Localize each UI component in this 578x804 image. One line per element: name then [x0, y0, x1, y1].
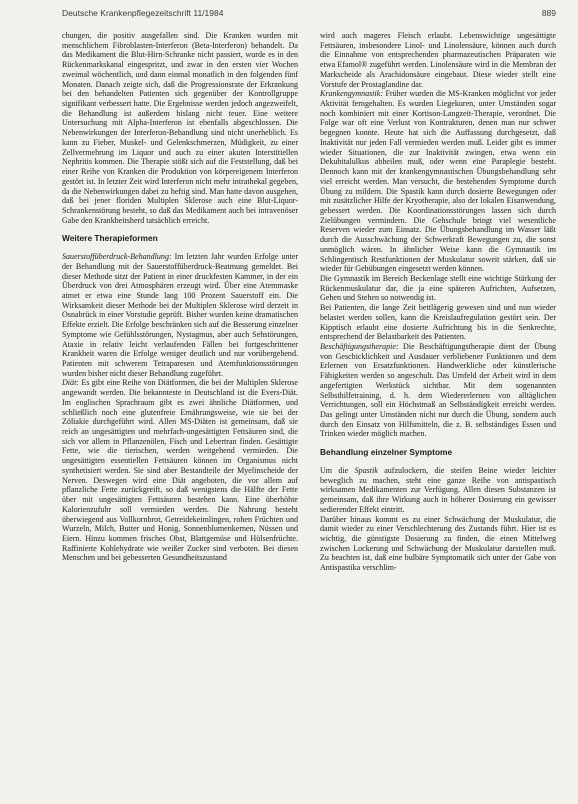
right-column	[320, 31, 556, 573]
paragraph-body: aufzulockern, die steifen Beine wieder leichter beweglich zu machen, steht eine ganze Reihe von antispastisch wirksamen Medikamenten zur Verfügung. Allen diesen Substanzen ist gemeinsam, daß ihre Wirkung auch in höherer Dosierung ein gewisser sedierender Effekt eintritt.	[320, 465, 556, 514]
run-in-heading: Sauerstoffüberdruck-Behandlung:	[62, 252, 172, 262]
section-heading: Weitere Therapieformen	[62, 233, 158, 244]
paragraph	[320, 89, 556, 274]
paragraph	[320, 466, 556, 515]
paragraph	[62, 252, 298, 378]
run-in-heading: Diät:	[62, 378, 79, 388]
paragraph-body: Früher wurden die MS-Kranken möglichst vor jeder Aktivität ferngehalten. Es wurden Liegekuren, unter Umständen sogar noch kombiniert mit einer Kortison-Langzeit-Therapie, verordnet. Die Folge war oft eine Verlust von Kontrakturen, denen man nur schwer begegnen konnte. Heute hat sich die Auffassung durchgesetzt, daß Inaktivität nur jeden Fall vermieden werden muß. Leider gibt es immer wieder Situationen, die zur Inaktivität zwingen, etwa wenn ein Dekubitalulkus abheilen muß, oder wenn eine Paraplegie besteht. Dennoch kann mit der krankengymnastischen Übungsbehandlung sehr viel erreicht werden. Man versucht, die bestehenden Symptome durch Übung zu mildern. Die Spastik kann durch dosierte Bewegungen oder mit zusätzlicher Hilfe der Kryotherapie, also der lokalen Eisanwendung, gebessert werden. Die Koordinationsstörungen lassen sich durch Zielübungen vermindern. Die Gehschule bringt viel wesentliche Reserven wieder zum Einsatz. Die Übungsbehandlung im Wasser läßt durch die Ausschwächung der Schwerkraft Bewegungen zu, die sonst unmöglich wären. In ähnlicher Weise kann die Gymnastik im Schlingentisch Restfunktionen der Muskulatur soweit stärken, daß sie wieder für Gehübungen eingesetzt werden können.	[320, 89, 556, 274]
left-column	[62, 31, 298, 563]
paragraph: Bei Patienten, die lange Zeit bettlägerig gewesen sind und nun wieder belastet werden sollen, kann die Kreislaufregulation gestört sein. Der Kipptisch erlaubt eine dosierte Aufrichtung bis in die Senkrechte, entsprechend der Belastbarkeit des Patienten.	[320, 303, 556, 342]
journal-citation: Deutsche Krankenpflegezeitschrift 11/1984	[62, 8, 224, 18]
paragraph-body: Im letzten Jahr wurden Erfolge unter der Behandlung mit der Sauerstoffüberdruck-Beatmung gemeldet. Bei dieser Methode sitzt der Patient in einer druckfesten Kammer, in der ein Überdruck von drei Atmosphären erzeugt wird. Über eine Atemmaske atmet er etwa eine Stunde lang 100 Prozent Sauerstoff ein. Die Wirksamkeit dieser Methode bei der Multiplen Sklerose wird derzeit in Osnabrück in einer Vorstudie geprüft. Bisher wurden keine dramatischen Effekte erzielt. Die Erfolge beschränken sich auf die Besserung einzelner Symptome wie Gefühlsstörungen, Nystagmus, aber auch Sehstörungen, Ataxie in relativ leicht verlaufenden Fällen bei fortgeschrittener Krankheit waren die Erfolge weniger deutlich und nur vorübergehend. Patienten mit schwerem Tetraparesen und Atemfunktionsstörungen wurden bisher nicht dieser Behandlung zugeführt.	[62, 252, 298, 378]
paragraph	[320, 342, 556, 439]
paragraph-body: Es gibt eine Reihe von Diätformen, die bei der Multiplen Sklerose angewandt werden. Die bekannteste in Deutschland ist die Evers-Diät. Im englischen Sprachraum gibt es zwei ähnliche Diätformen, und schließlich noch eine glutenfreie Ernährungsweise, wie sie bei der Zöliakie durchgeführt wird. Allen MS-Diäten ist gemeinsam, daß sie reich an ungesättigten und mehrfach-ungesättigten Fettsäuren sind, die sich vor allem in Pflanzenölen, Fisch und Lebertran finden. Gesättigte Fette, wie die tierischen, werden weitgehend vermieden. Die ungesättigten essentiellen Fettsäuren können im Organismus nicht synthetisiert werden. Sie sind aber Bestandteile der Myelinscheide der Nerven. Deswegen wird eine Diät angeboten, die vor allem auf pflanzliche Fette zurückgreift, so daß wenigstens die Hälfte der Fette über mit ungesättigten Fettsäuren bestehen kann. Eine überhöhte Kalorienzufuhr soll vermieden werden. Die Nahrung besteht überwiegend aus Vollkornbrot, Getreidekeimlingen, rohen Früchten und Wurzeln, Milch, Butter und Honig, Sonnenblumenkernen, Nüssen und Eiern. Hinzu kommen frisches Obst, Blattgemüse und Hülsenfrüchte. Raffinierte Kohlehydrate wie weißer Zucker sind verboten. Bei diesen Menschen und bei gebesserten Gesundheitszustand	[62, 378, 298, 563]
paragraph: chungen, die positiv ausgefallen sind. Die Kranken wurden mit menschlichem Fibroblasten-Interferon (Beta-Interferon) behandelt. Da das Medikament die Blut-Hirn-Schranke nicht passiert, wurde es in den Rückenmarkskanal eingespritzt, und zwar in den ersten vier Wochen zweimal wöchentlich, und dann einmal monatlich in den folgenden fünf Monaten. Danach zeigte sich, daß die Progressionsrate der Erkrankung bei den behandelten Patienten sich gegenüber der Kontrollgruppe signifikant verbessert hatte. Die Ergebnisse werden jedoch angezweifelt, die Behandlung ist außerdem bislang nicht teuer. Eine weitere Untersuchung mit Alpha-Interferon ist ebenfalls abgeschlossen. Die Nebenwirkungen der Interferon-Behandlung sind nicht unerheblich. Es kann zu Fieber, Muskel- und Gelenkschmerzen, Müdigkeit, zu einer Zellvermehrung im Liquor und auch zu einer akuten Interstitiellen Nephritis kommen. Die Therapie stößt sich auf die Feststellung, daß bei einer Reihe von Kranken die Produktion von körpereigenem Interferon gestört ist. In letzter Zeit wird Interferon nicht mehr intrathekal gegeben, da die Nebenwirkungen dabei zu heftig sind. Man hatte davon ausgehen, daß bei jener floriden Multiplen Sklerose auch eine Blut-Liquor-Schrankenstörung besteht, so daß das Medikament auch bei intravenöser Gabe den Krankheitsherd tatsächlich erreicht.	[62, 31, 298, 225]
paragraph-lead: Um die Spastik	[320, 465, 378, 475]
running-header	[62, 8, 556, 22]
paragraph: Darüber hinaus kommt es zu einer Schwächung der Muskulatur, die damit wieder zu einer Verschlechterung des Zustands führt. Hier ist es wichtig, die günstigste Dosierung zu finden, die einen Mittelweg zwischen Lockerung und Schwächung der Muskulatur darstellen muß. Zu beachten ist, daß eine bulbäre Symptomatik sich unter der Gabe von Antispastika verschlim-	[320, 514, 556, 573]
paragraph: wird auch mageres Fleisch erlaubt. Lebenswichtige ungesättigte Fettsäuren, insbesondere Linol- und Linolensäure, können auch durch die Einnahme von entsprechenden pharmazeutischen Präparaten wie etwa Efamol® zugeführt werden. Linolensäure wird in die Membran der Markscheide als Arachidonsäure eingebaut. Diese wieder stellt eine Vorstufe der Prostaglandine dar.	[320, 31, 556, 89]
page-number: 889	[541, 8, 556, 18]
run-in-heading: Beschäftigungstherapie:	[320, 342, 399, 351]
paragraph-body: Die Beschäftigungstherapie dient der Übung von Geschicklichkeit und Ausdauer verbliebener Funktionen und dem Erlernen von Ersatzfunktionen. Handwerkliche oder künstlerische Fähigkeiten werden so angeschult. Das Umfeld der Arbeit wird in dem angefertigten Werkstück sichtbar. Mit dem sogenannten Selbsthilfetraining, d. h. dem Wiedererlernen von alltäglichen Verrichtungen, soll ein Höchstmaß an Selbständigkeit erreicht werden. Das gelingt unter Umständen nicht nur durch die Übung, sondern auch durch den Einsatz von Hilfsmitteln, die z. B. selbständiges Essen und Trinken wieder möglich machen.	[320, 342, 556, 439]
paragraph: Die Gymnastik im Bereich Beckenlage stellt eine wichtige Stärkung der Rückenmuskulatur dar, die ja eine späteren Aufrichten, Aufsetzen, Gehen und Stehen so notwendig ist.	[320, 273, 556, 303]
paragraph	[62, 378, 298, 563]
section-heading: Behandlung einzelner Symptome	[320, 447, 453, 458]
run-in-heading: Krankengymnastik:	[320, 89, 384, 99]
